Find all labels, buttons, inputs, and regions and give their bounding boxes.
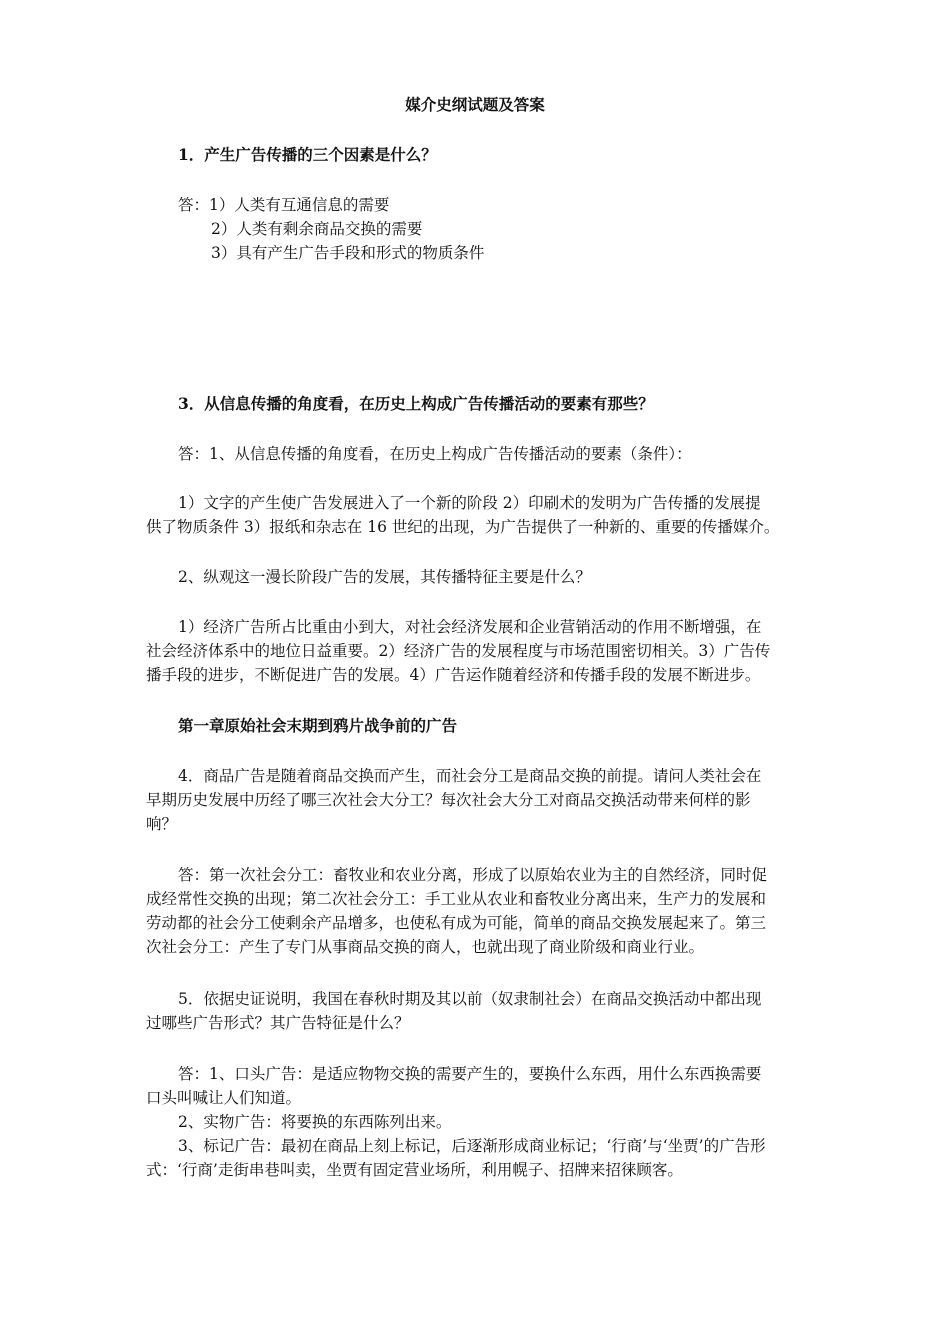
- answer-3-sub-question: 2、纵观这一漫长阶段广告的发展，其传播特征主要是什么？: [178, 568, 591, 586]
- answer-5-line-1: 答：1、口头广告：是适应物物交换的需要产生的，要换什么东西，用什么东西换需要: [178, 1065, 762, 1083]
- answer-3-paragraph-2-line-2: 社会经济体系中的地位日益重要。2）经济广告的发展程度与市场范围密切相关。3）广告传: [146, 642, 771, 660]
- chapter-heading: 第一章原始社会末期到鸦片战争前的广告: [178, 716, 458, 735]
- document-title: 媒介史纲试题及答案: [405, 95, 545, 114]
- answer-5-line-5: 式：‘行商’走街串巷叫卖，坐贾有固定营业场所，利用幌子、招牌来招徕顾客。: [146, 1161, 683, 1179]
- answer-1-item-1: 答：1）人类有互通信息的需要: [178, 196, 390, 214]
- question-4-line-2: 早期历史发展中历经了哪三次社会大分工？每次社会大分工对商品交换活动带来何样的影: [146, 791, 751, 809]
- answer-4-line-4: 次社会分工：产生了专门从事商品交换的商人，也就出现了商业阶级和商业行业。: [146, 938, 705, 956]
- question-5-line-1: 5．依据史证说明，我国在春秋时期及其以前（奴隶制社会）在商品交换活动中都出现: [178, 990, 762, 1008]
- answer-5-line-4: 3、标记广告：最初在商品上刻上标记，后逐渐形成商业标记；‘行商’与‘坐贾’的广告形: [178, 1137, 766, 1155]
- question-4-line-1: 4．商品广告是随着商品交换而产生，而社会分工是商品交换的前提。请问人类社会在: [178, 767, 762, 785]
- answer-3-paragraph-1-line-2: 供了物质条件 3）报纸和杂志在 16 世纪的出现，为广告提供了一种新的、重要的传播媒介。: [146, 518, 780, 536]
- question-1: 1．产生广告传播的三个因素是什么？: [178, 145, 437, 164]
- answer-3-paragraph-2-line-3: 播手段的进步，不断促进广告的发展。4）广告运作随着经济和传播手段的发展不断进步。: [146, 666, 761, 684]
- answer-1-item-2: 2）人类有剩余商品交换的需要: [211, 220, 423, 238]
- answer-1-item-3: 3）具有产生广告手段和形式的物质条件: [211, 244, 485, 262]
- answer-3-intro: 答：1、从信息传播的角度看，在历史上构成广告传播活动的要素（条件）：: [178, 445, 692, 463]
- answer-3-paragraph-2-line-1: 1）经济广告所占比重由小到大，对社会经济发展和企业营销活动的作用不断增强，在: [178, 618, 762, 636]
- question-4-line-3: 响？: [146, 815, 178, 833]
- answer-5-line-3: 2、实物广告：将要换的东西陈列出来。: [178, 1113, 452, 1131]
- answer-4-line-1: 答：第一次社会分工：畜牧业和农业分离，形成了以原始农业为主的自然经济，同时促: [178, 866, 768, 884]
- question-5-line-2: 过哪些广告形式？其广告特征是什么？: [146, 1014, 410, 1032]
- answer-5-line-2: 口头叫喊让人们知道。: [146, 1089, 302, 1107]
- answer-3-paragraph-1-line-1: 1）文字的产生使广告发展进入了一个新的阶段 2）印刷术的发明为广告传播的发展提: [178, 494, 761, 512]
- answer-4-line-3: 劳动都的社会分工使剩余产品增多，也使私有成为可能，简单的商品交换发展起来了。第三: [146, 914, 767, 932]
- question-3: 3．从信息传播的角度看，在历史上构成广告传播活动的要素有那些？: [178, 394, 654, 413]
- answer-4-line-2: 成经常性交换的出现；第二次社会分工：手工业从农业和畜牧业分离出来，生产力的发展和: [146, 890, 767, 908]
